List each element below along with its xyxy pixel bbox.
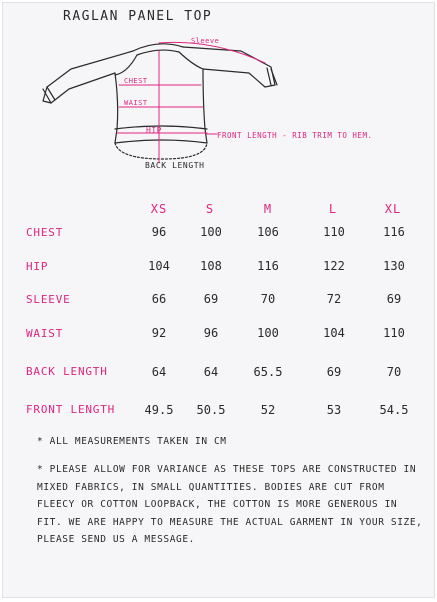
table-cell: 96 xyxy=(151,225,167,239)
size-header-m: M xyxy=(263,202,273,216)
row-label-sleeve: SLEEVE xyxy=(26,293,71,306)
table-cell: 106 xyxy=(257,225,279,239)
table-cell: 116 xyxy=(257,259,279,273)
measurement-note xyxy=(37,433,435,451)
row-label-waist: WAIST xyxy=(26,327,64,340)
table-cell: 69 xyxy=(203,292,219,306)
table-cell: 100 xyxy=(257,326,279,340)
table-cell: 64 xyxy=(203,365,219,379)
table-cell: 108 xyxy=(200,259,222,273)
size-chart-page xyxy=(2,2,435,598)
table-cell: 72 xyxy=(326,292,342,306)
table-cell: 65.5 xyxy=(253,365,283,379)
right-sleeve-outline xyxy=(183,47,275,87)
chest-diagram-label: CHEST xyxy=(124,77,148,85)
table-cell: 116 xyxy=(383,225,405,239)
back-length-label: BACK LENGTH xyxy=(145,161,205,170)
table-cell: 54.5 xyxy=(379,403,409,417)
row-label-back-length: BACK LENGTH xyxy=(26,365,108,378)
neckline-inner xyxy=(137,50,179,55)
table-cell: 66 xyxy=(151,292,167,306)
table-cell: 92 xyxy=(151,326,167,340)
table-cell: 70 xyxy=(260,292,276,306)
table-cell: 49.5 xyxy=(144,403,174,417)
size-header-xl: XL xyxy=(384,202,402,216)
table-cell: 50.5 xyxy=(196,403,226,417)
table-cell: 104 xyxy=(323,326,345,340)
sleeve-label: Sleeve xyxy=(191,37,220,45)
table-cell: 122 xyxy=(323,259,345,273)
hip-diagram-label: HIP xyxy=(146,126,162,135)
note-asterisk: * xyxy=(37,436,44,447)
note-text: PLEASE ALLOW FOR VARIANCE AS THESE TOPS ARE CONSTRUCTED IN MIXED FABRICS, IN SMALL QUANTITIES. BODIES ARE CUT FROM FLEECY OR COTTON LOOPBACK, THE COTTON IS MORE GENEROUS IN FIT. WE ARE HAPPY TO MEASURE THE ACTUAL GARMENT IN YOUR SIZE, PLEASE SEND US A MESSAGE. xyxy=(37,464,423,545)
table-cell: 53 xyxy=(326,403,342,417)
table-cell: 69 xyxy=(326,365,342,379)
row-label-chest: CHEST xyxy=(26,226,64,239)
table-cell: 70 xyxy=(386,365,402,379)
waist-diagram-label: WAIST xyxy=(124,99,148,107)
garment-sketch xyxy=(3,3,435,178)
table-cell: 104 xyxy=(148,259,170,273)
row-label-front-length: FRONT LENGTH xyxy=(26,403,116,416)
page-title: RAGLAN PANEL TOP xyxy=(63,9,213,24)
front-length-label: FRONT LENGTH - RIB TRIM TO HEM. xyxy=(217,131,373,140)
table-cell: 110 xyxy=(383,326,405,340)
left-sleeve-outline xyxy=(43,51,133,103)
row-label-hip: HIP xyxy=(26,260,49,273)
size-header-l: L xyxy=(328,202,338,216)
table-cell: 130 xyxy=(383,259,405,273)
table-cell: 69 xyxy=(386,292,402,306)
back-hem xyxy=(115,143,207,159)
table-cell: 96 xyxy=(203,326,219,340)
table-cell: 100 xyxy=(200,225,222,239)
body-right-side xyxy=(203,69,207,143)
note-asterisk: * xyxy=(37,464,44,475)
variance-note xyxy=(37,461,427,549)
right-raglan-seam xyxy=(179,52,203,69)
note-text: ALL MEASUREMENTS TAKEN IN CM xyxy=(49,436,227,447)
size-header-s: S xyxy=(205,202,215,216)
size-header-xs: XS xyxy=(150,202,168,216)
right-cuff xyxy=(267,68,277,85)
front-hem-bottom xyxy=(115,140,207,143)
table-cell: 64 xyxy=(151,365,167,379)
table-cell: 110 xyxy=(323,225,345,239)
table-cell: 52 xyxy=(260,403,276,417)
left-raglan-seam xyxy=(115,55,137,75)
